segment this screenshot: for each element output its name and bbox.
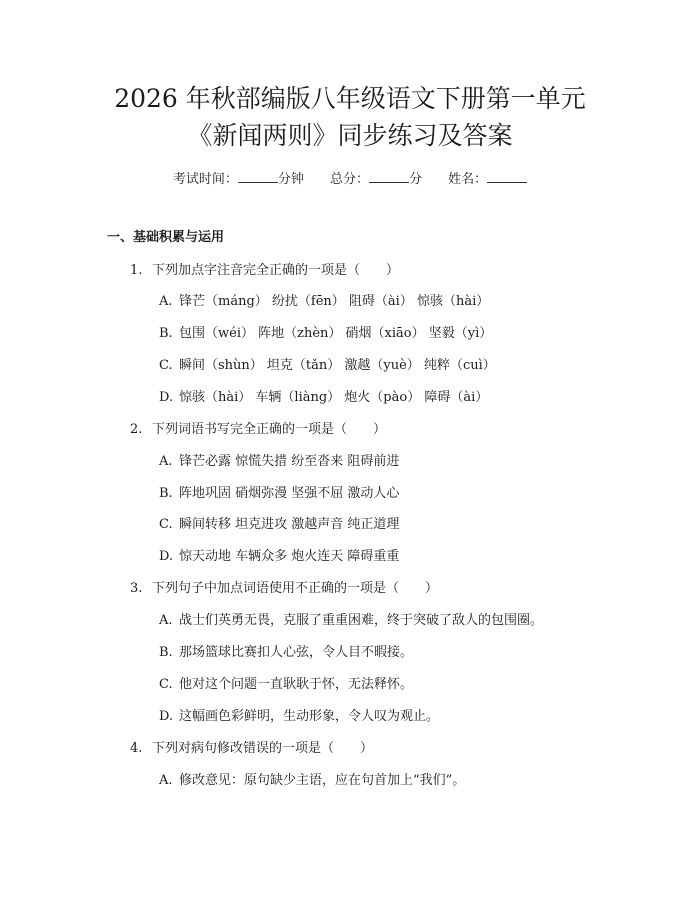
exam-time-label: 考试时间： (172, 172, 238, 187)
option-letter: C. (159, 517, 173, 532)
question-2-option-c (159, 516, 399, 534)
question-text: 下列对病句修改错误的一项是（ ） (152, 741, 374, 756)
question-4-option-a (159, 772, 465, 790)
total-score-unit: 分 (409, 172, 423, 187)
title-line-1: 2026 年秋部编版八年级语文下册第一单元 (114, 84, 586, 113)
question-3-option-d (159, 708, 439, 726)
question-4 (130, 740, 373, 758)
option-letter: A. (159, 613, 173, 628)
question-number: 1. (130, 263, 143, 278)
question-1-option-c (159, 357, 496, 375)
section-heading: 一、基础积累与运用 (107, 230, 225, 245)
option-letter: D. (159, 549, 174, 564)
option-text: 惊天动地 车辆众多 炮火连天 障碍重重 (179, 549, 400, 564)
option-text: 瞬间（shùn） 坦克（tǎn） 激越（yuè） 纯粹（cuì） (179, 358, 496, 373)
student-name-label: 姓名： (448, 172, 488, 187)
option-text: 锋芒（máng） 纷扰（fēn） 阻碍（ài） 惊骇（hài） (179, 294, 490, 309)
option-text: 锋芒必露 惊慌失措 纷至沓来 阻碍前进 (179, 454, 400, 469)
question-1 (130, 262, 399, 280)
question-text: 下列词语书写完全正确的一项是（ ） (152, 422, 387, 437)
question-3 (130, 580, 438, 598)
option-text: 瞬间转移 坦克进攻 激越声音 纯正道理 (179, 517, 400, 532)
question-2 (130, 421, 386, 439)
question-1-option-b (159, 325, 492, 343)
question-3-option-b (159, 644, 413, 662)
question-text: 下列加点字注音完全正确的一项是（ ） (152, 263, 400, 278)
exam-time (173, 172, 304, 187)
total-score-blank (369, 169, 409, 183)
option-letter: A. (159, 454, 173, 469)
exam-time-blank (238, 169, 278, 183)
option-text: 那场篮球比赛扣人心弦，令人目不暇接。 (179, 645, 414, 660)
question-1-option-a (159, 293, 489, 311)
exam-time-unit: 分钟 (277, 172, 304, 187)
question-text: 下列句子中加点词语使用不正确的一项是（ ） (152, 581, 439, 596)
question-number: 3. (130, 581, 143, 596)
option-letter: A. (159, 294, 173, 309)
question-2-option-a (159, 453, 399, 471)
exam-meta (0, 169, 700, 189)
option-letter: D. (159, 390, 174, 405)
option-text: 这幅画色彩鲜明，生动形象，令人叹为观止。 (179, 709, 440, 724)
option-text: 战士们英勇无畏，克服了重重困难，终于突破了敌人的包围圈。 (179, 613, 544, 628)
question-3-option-a (159, 612, 543, 630)
option-text: 包围（wéi） 阵地（zhèn） 硝烟（xiāo） 坚毅（yì） (179, 326, 493, 341)
student-name (448, 172, 527, 187)
option-letter: B. (159, 326, 173, 341)
question-2-option-b (159, 485, 399, 503)
total-score-label: 总分： (329, 172, 369, 187)
question-3-option-c (159, 676, 413, 694)
option-text: 他对这个问题一直耿耿于怀，无法释怀。 (179, 677, 414, 692)
option-text: 惊骇（hài） 车辆（liàng） 炮火（pào） 障碍（ài） (179, 390, 489, 405)
title-line-2: 《新闻两则》同步练习及答案 (187, 121, 513, 150)
total-score (330, 172, 422, 187)
option-letter: D. (159, 709, 174, 724)
question-number: 4. (130, 741, 143, 756)
question-2-option-d (159, 548, 399, 566)
question-1-option-d (159, 389, 488, 407)
option-letter: B. (159, 486, 173, 501)
option-letter: C. (159, 677, 173, 692)
option-text: 修改意见：原句缺少主语，应在句首加上“我们”。 (179, 773, 466, 788)
option-letter: C. (159, 358, 173, 373)
option-letter: A. (159, 773, 173, 788)
option-letter: B. (159, 645, 173, 660)
student-name-blank (487, 169, 527, 183)
option-text: 阵地巩固 硝烟弥漫 坚强不屈 激动人心 (179, 486, 400, 501)
question-number: 2. (130, 422, 143, 437)
